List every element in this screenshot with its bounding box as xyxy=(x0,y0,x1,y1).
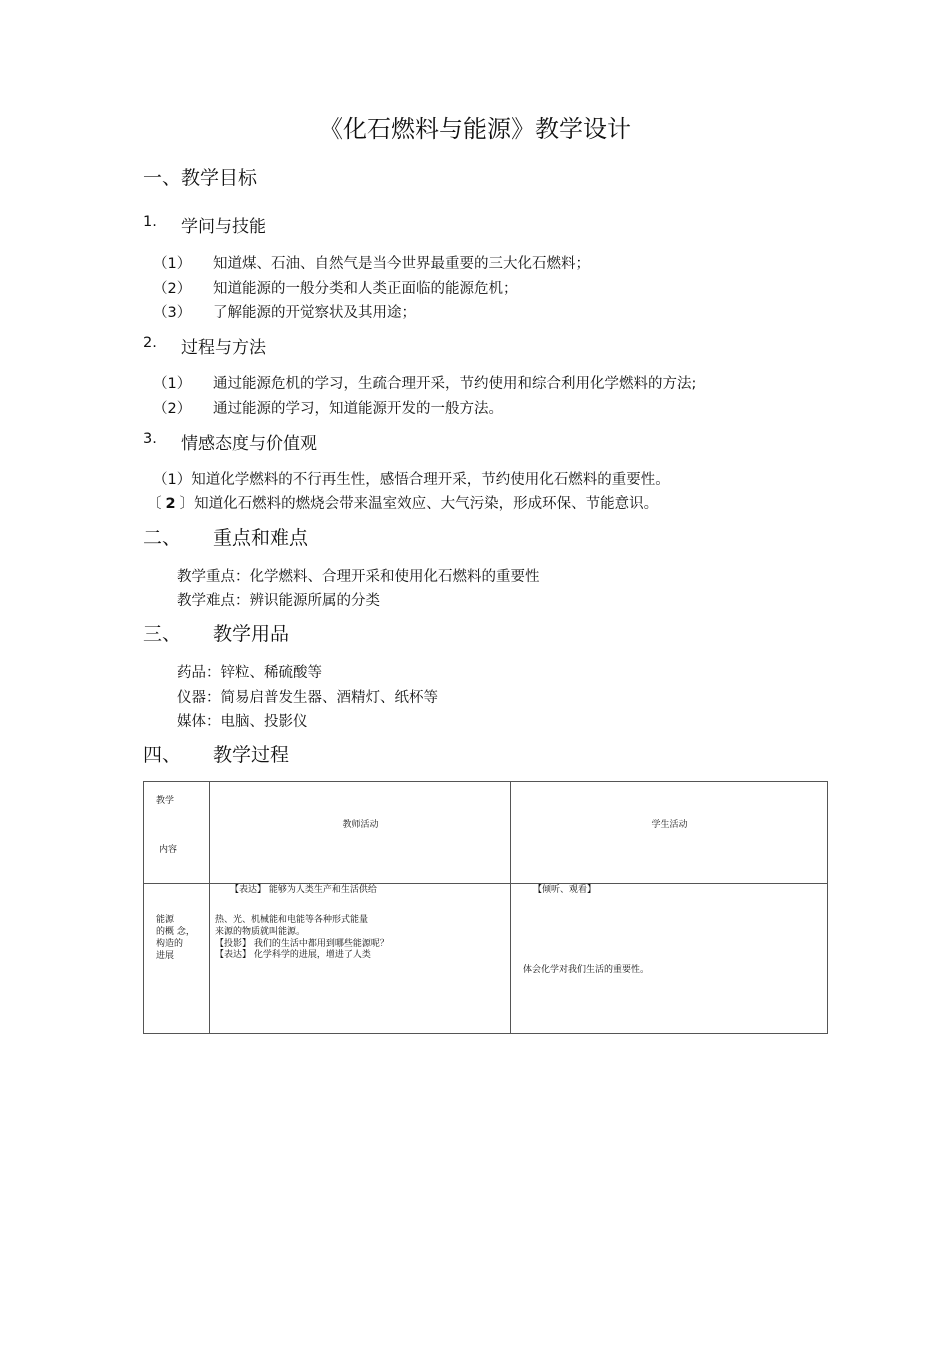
sub1-item2-num: （2） xyxy=(153,281,192,297)
section1-heading: 一、教学目标 xyxy=(143,167,258,189)
sub2-item1-text: 通过能源危机的学习，生疏合理开采，节约使用和综合利用化学燃料的方法; xyxy=(213,376,697,392)
section3-line1: 药品：锌粒、稀硫酸等 xyxy=(177,665,322,681)
section4-heading: 教学过程 xyxy=(213,744,290,766)
sub3-line2-bold: 2 xyxy=(165,496,176,512)
row1-teacher-line2: 热、光、机械能和电能等各种形式能量 xyxy=(215,915,369,925)
sub1-item3-text: 了解能源的开觉察状及其用途； xyxy=(213,305,416,321)
row1-teacher-line1: 【表达】 能够为人类生产和生活供给 xyxy=(230,885,377,895)
section4-num: 四、 xyxy=(143,744,182,766)
table-row xyxy=(144,884,828,1034)
section3-line3: 媒体：电脑、投影仪 xyxy=(177,714,308,730)
section3-heading: 教学用品 xyxy=(213,623,290,645)
header-teacher: 教师活动 xyxy=(342,820,379,830)
section2-num: 二、 xyxy=(143,527,182,549)
sub1-item3-num: （3） xyxy=(153,305,192,321)
section2-heading: 重点和难点 xyxy=(213,527,309,549)
row1-student-bottom: 体会化学对我们生活的重要性。 xyxy=(523,965,650,975)
sub2-item1-num: （1） xyxy=(153,376,192,392)
table-header-row xyxy=(144,782,828,884)
sub2-item2-num: （2） xyxy=(153,401,192,417)
sub1-heading: 学问与技能 xyxy=(181,217,266,237)
section2-line1: 教学重点：化学燃料、合理开采和使用化石燃料的重要性 xyxy=(177,569,540,585)
page-title: 《化石燃料与能源》教学设计 xyxy=(319,115,631,143)
sub1-item2-text: 知道能源的一般分类和人类正面临的能源危机； xyxy=(213,281,518,297)
sub2-num: 2. xyxy=(143,335,157,351)
header-col1-top: 教学 xyxy=(156,796,175,806)
sub3-line1: （1）知道化学燃料的不行再生性，感悟合理开采，节约使用化石燃料的重要性。 xyxy=(153,472,670,488)
header-student: 学生活动 xyxy=(651,820,688,830)
header-col1-bottom: 内容 xyxy=(159,845,178,855)
sub3-num: 3. xyxy=(143,431,157,447)
header-content-cell xyxy=(144,782,210,884)
sub1-item1-text: 知道煤、石油、自然气是当今世界最重要的三大化石燃料； xyxy=(213,256,590,272)
sub3-line2-prefix: 〔 xyxy=(147,496,162,512)
row1-content-line3: 构造的 xyxy=(156,939,184,949)
row1-teacher-line3: 来源的物质就叫能源。 xyxy=(215,927,306,937)
row1-content-line2: 的概 念， xyxy=(156,927,195,937)
section3-line2: 仪器：简易启普发生器、酒精灯、纸杯等 xyxy=(177,690,438,706)
sub3-line2-text: 〕知道化石燃料的燃烧会带来温室效应、大气污染，形成环保、节能意识。 xyxy=(179,496,659,512)
row1-student-top: 【倾听、观看】 xyxy=(533,885,597,895)
sub2-heading: 过程与方法 xyxy=(181,338,266,358)
row1-teacher-line4: 【投影】 我们的生活中都用到哪些能源呢？ xyxy=(215,939,389,949)
process-table xyxy=(143,781,828,1034)
row1-teacher-cell xyxy=(210,884,511,1034)
header-teacher-cell xyxy=(210,782,511,884)
row1-student-cell xyxy=(511,884,828,1034)
sub3-heading: 情感态度与价值观 xyxy=(181,434,317,454)
section3-num: 三、 xyxy=(143,623,182,645)
row1-content-cell xyxy=(144,884,210,1034)
sub2-item2-text: 通过能源的学习，知道能源开发的一般方法。 xyxy=(213,401,503,417)
section2-line2: 教学难点：辨识能源所属的分类 xyxy=(177,593,380,609)
header-student-cell xyxy=(511,782,828,884)
sub1-num: 1. xyxy=(143,214,157,230)
row1-teacher-line5: 【表达】 化学科学的进展，增进了人类 xyxy=(215,950,371,960)
sub3-line2 xyxy=(147,492,658,513)
row1-content-line4: 进展 xyxy=(156,951,175,961)
row1-content-line1: 能源 xyxy=(156,915,175,925)
sub1-item1-num: （1） xyxy=(153,256,192,272)
